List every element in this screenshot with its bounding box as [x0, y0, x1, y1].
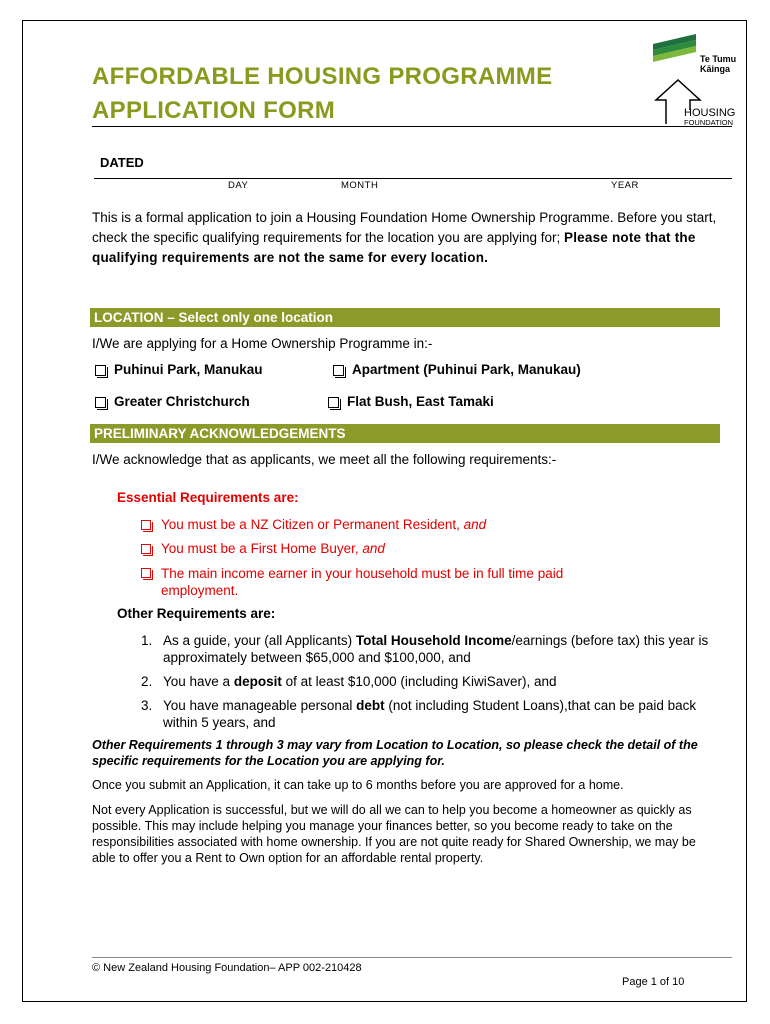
logo-text-foundation: FOUNDATION	[684, 118, 734, 127]
option-label: Apartment (Puhinui Park, Manukau)	[352, 362, 581, 377]
title-divider	[92, 126, 732, 127]
other-item: 2. You have a deposit of at least $10,000 (including KiwiSaver), and	[141, 674, 557, 689]
checkbox-icon[interactable]	[95, 397, 106, 408]
other-heading: Other Requirements are:	[117, 606, 276, 621]
logo-text-te-tumu: Te Tumu	[700, 54, 737, 64]
dated-label: DATED	[100, 155, 144, 170]
approval-paragraph: Once you submit an Application, it can take up to 6 months before you are approved for a home.	[92, 778, 624, 792]
ack-prompt: I/We acknowledge that as applicants, we meet all the following requirements:-	[92, 452, 557, 467]
logo-text-housing: HOUSING	[684, 107, 736, 119]
requirements-note: Other Requirements 1 through 3 may vary from Location to Location, so please check the detail of the specific requirements for the Location you are applying for.	[92, 738, 698, 768]
option-label: Greater Christchurch	[114, 394, 250, 409]
checkbox-icon[interactable]	[328, 397, 339, 408]
checkbox-icon[interactable]	[333, 365, 344, 376]
checkbox-icon[interactable]	[95, 365, 106, 376]
option-puhinui-park[interactable]	[95, 361, 263, 379]
page-title	[92, 60, 552, 128]
option-greater-christchurch[interactable]	[95, 393, 250, 411]
copyright: © New Zealand Housing Foundation– APP 002-210428	[92, 962, 362, 974]
essential-heading: Essential Requirements are:	[117, 490, 299, 505]
option-apartment[interactable]	[333, 361, 581, 379]
location-prompt: I/We are applying for a Home Ownership Programme in:-	[92, 336, 433, 351]
essential-item: You must be a First Home Buyer, and	[141, 540, 385, 557]
checkbox-icon	[141, 520, 151, 530]
intro-bold: Please note that the qualifying requirements are not the same for every location.	[92, 230, 696, 265]
date-input-line[interactable]	[94, 178, 732, 179]
housing-foundation-logo	[648, 28, 743, 128]
logo-text-kainga: Kāinga	[700, 64, 731, 74]
month-label: MONTH	[341, 180, 379, 191]
option-label: Flat Bush, East Tamaki	[347, 394, 494, 409]
page-number: Page 1 of 10	[622, 976, 685, 988]
intro-paragraph	[92, 208, 722, 268]
ack-heading: PRELIMINARY ACKNOWLEDGEMENTS	[90, 424, 720, 443]
intro-text: This is a formal application to join a Housing Foundation Home Ownership Programme. Before you start, check the specific qualifying requirements for the location you are applying for;	[92, 210, 717, 245]
title-line-1: AFFORDABLE HOUSING PROGRAMME	[92, 63, 553, 90]
essential-item: You must be a NZ Citizen or Permanent Resident, and	[141, 516, 486, 533]
success-paragraph: Not every Application is successful, but we will do all we can to help you become a homeowner as quickly as possible. This may include helping you manage your finances better, so you become ready to take on the responsibilities associated with home ownership. If you are not quite ready for Shared Ownership, we may be able to offer you a Rent to Own option for an affordable rental property.	[92, 803, 696, 865]
footer-divider	[92, 957, 732, 958]
essential-item: The main income earner in your household must be in full time paid employment.	[141, 565, 641, 599]
option-label: Puhinui Park, Manukau	[114, 362, 263, 377]
other-item: 1. As a guide, your (all Applicants) Total Household Income/earnings (before tax) this year is approximately between $65,000 and $100,000, and	[141, 633, 709, 665]
location-heading: LOCATION – Select only one location	[90, 308, 720, 327]
title-line-2: APPLICATION FORM	[92, 97, 336, 124]
day-label: DAY	[228, 180, 249, 191]
option-flat-bush[interactable]	[328, 393, 494, 411]
year-label: YEAR	[611, 180, 639, 191]
checkbox-icon	[141, 544, 151, 554]
checkbox-icon	[141, 568, 151, 578]
other-item: 3. You have manageable personal debt (not including Student Loans),that can be paid back within 5 years, and	[141, 698, 697, 730]
